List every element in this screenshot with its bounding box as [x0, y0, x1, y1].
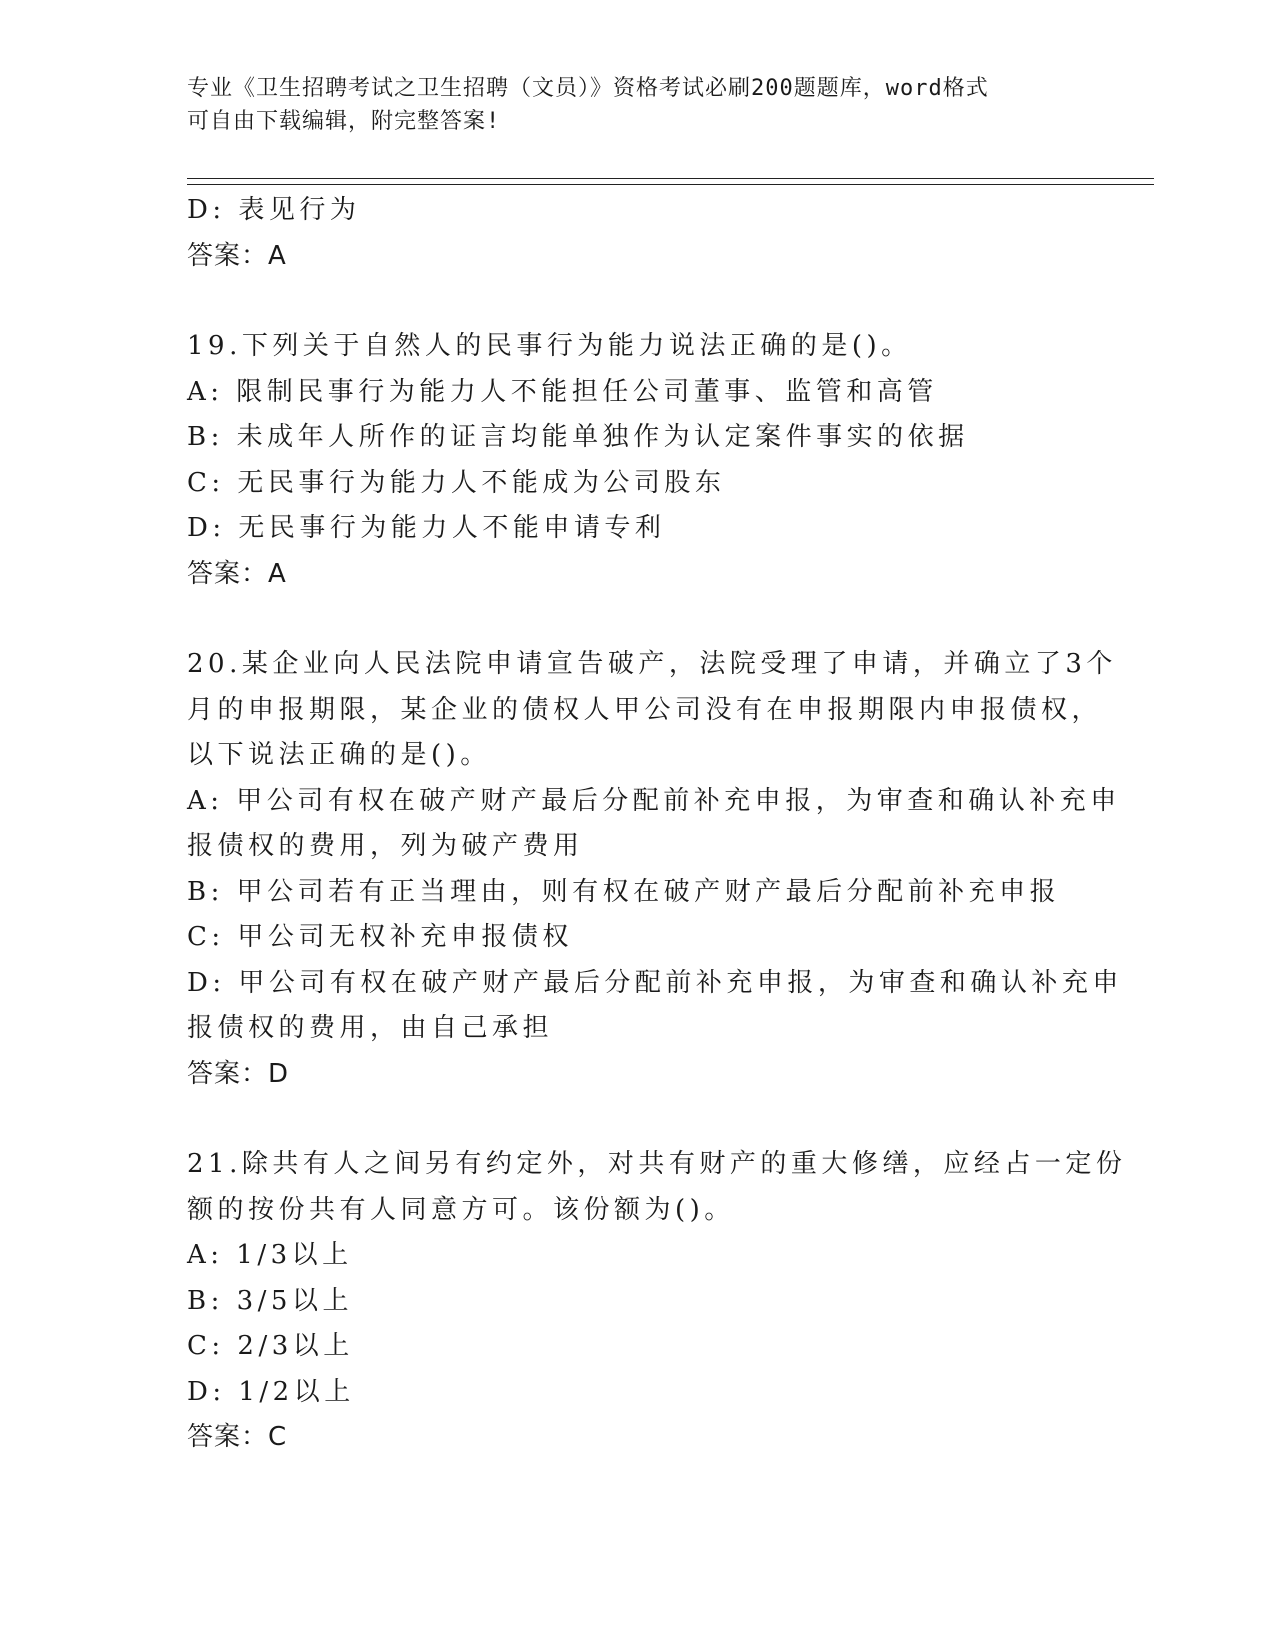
question-list: [187, 188, 1127, 1461]
question-stem: 月的申报期限，某企业的债权人甲公司没有在申报期限内申报债权，: [187, 694, 1103, 725]
header-divider-top: [187, 178, 1154, 179]
option-a-continued: 报债权的费用，列为破产费用: [187, 831, 584, 861]
option-d: D: 甲公司有权在破产财产最后分配前补充申报，为审查和确认补充申: [187, 967, 1123, 998]
option-c: C: 甲公司无权补充申报债权: [187, 922, 573, 952]
option-b: B: 甲公司若有正当理由，则有权在破产财产最后分配前补充申报: [187, 876, 1061, 907]
carryover-answer: 答案：A: [187, 240, 287, 271]
option-d: D: 无民事行为能力人不能申请专利: [187, 513, 666, 543]
question-19: [187, 324, 1087, 597]
question-stem: 19.下列关于自然人的民事行为能力说法正确的是()。: [187, 331, 912, 361]
question-stem: 以下说法正确的是()。: [187, 740, 491, 770]
option-a: A: 甲公司有权在破产财产最后分配前补充申报，为审查和确认补充申: [187, 785, 1121, 816]
question-21: [187, 1142, 1127, 1461]
question-stem: 额的按份共有人同意方可。该份额为()。: [187, 1194, 735, 1225]
option-c: C: 无民事行为能力人不能成为公司股东: [187, 467, 726, 498]
option-a: A: 1/3以上: [187, 1240, 353, 1270]
document-header: [187, 72, 1067, 138]
option-b: B: 3/5以上: [187, 1285, 353, 1316]
answer: 答案：C: [187, 1422, 288, 1452]
question-stem: 20.某企业向人民法院申请宣告破产，法院受理了申请，并确立了3个: [187, 649, 1117, 679]
answer: 答案：D: [187, 1058, 290, 1089]
option-c: C: 2/3以上: [187, 1331, 354, 1361]
option-d: D: 1/2以上: [187, 1376, 355, 1407]
question-stem: 21.除共有人之间另有约定外，对共有财产的重大修缮，应经占一定份: [187, 1149, 1127, 1179]
answer: 答案：A: [187, 558, 287, 589]
header-line-1: 专业《卫生招聘考试之卫生招聘（文员）》资格考试必刷200题题库，word格式: [187, 76, 989, 101]
option-b: B: 未成年人所作的证言均能单独作为认定案件事实的依据: [187, 422, 969, 452]
carryover-option-d: D: 表见行为: [187, 195, 361, 225]
header-divider-bottom: [187, 184, 1154, 185]
option-a: A: 限制民事行为能力人不能担任公司董事、监管和高管: [187, 376, 938, 407]
header-line-2: 可自由下载编辑，附完整答案!: [187, 109, 501, 134]
question-20: [187, 642, 1123, 1097]
option-d-continued: 报债权的费用，由自己承担: [187, 1013, 554, 1043]
